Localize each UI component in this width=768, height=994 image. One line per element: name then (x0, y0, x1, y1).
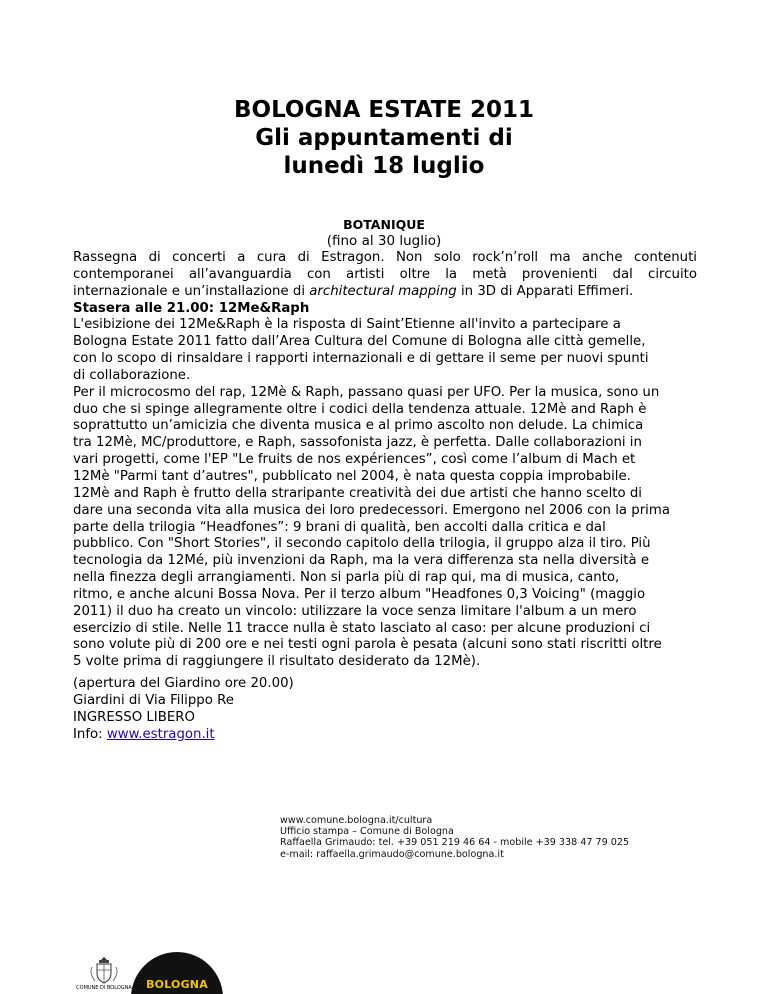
title-line-2: Gli appuntamenti di (255, 125, 513, 151)
paragraph-2-line: Per il microcosmo del rap, 12Mè & Raph, passano quasi per UFO. Per la musica, sono un (73, 384, 660, 400)
admission: INGRESSO LIBERO (73, 709, 195, 725)
press-office-footer (280, 815, 740, 860)
article-body (73, 250, 697, 671)
intro-line-1: Rassegna di concerti a cura di Estragon. Non solo rock’n’roll ma anche contenuti (73, 250, 697, 265)
paragraph-2-line: 2011) il duo ha creato un vincolo: utilizzare la voce senza limitare l'album a un mero (73, 603, 637, 619)
paragraph-2-line: esercizio di stile. Nelle 11 tracce nulla è stato lasciato al caso: per alcune produzioni ci (73, 620, 651, 636)
footer-office: Ufficio stampa – Comune di Bologna (280, 826, 454, 838)
intro-text: internazionale e un’installazione di (73, 283, 310, 299)
paragraph-2-line: duo che si spinge allegramente oltre i codici della tendenza attuale. 12Mè and Raph è (73, 401, 647, 417)
title-line-1: BOLOGNA ESTATE 2011 (233, 97, 535, 123)
paragraph-2-line: dare una seconda vita alla musica dei loro predecessori. Emergono nel 2006 con la prima (73, 502, 670, 518)
paragraph-2-line: pubblico. Con "Short Stories", il secondo capitolo della trilogia, il gruppo alza il tiro. Più (73, 536, 651, 552)
intro-line-2: contemporanei all’avanguardia con artisti oltre la metà provenienti dal circuito (73, 266, 697, 282)
opening-time: (apertura del Giardino ore 20.00) (73, 676, 294, 691)
comune-di-bologna-crest-logo (74, 955, 134, 994)
title-line-3: lunedì 18 luglio (283, 153, 485, 179)
paragraph-1-line: L'esibizione dei 12Me&Raph è la risposta di Saint’Etienne all'invito a partecipare a (73, 317, 621, 333)
document-title (0, 96, 768, 180)
paragraph-2-line: ritmo, e anche alcuni Bossa Nova. Per il terzo album "Headfones 0,3 Voicing" (maggio (73, 586, 646, 602)
intro-italic-term: architectural mapping (309, 283, 457, 299)
paragraph-2-line: sono volute più di 200 ore e nei testi ogni parola è pesata (alcuni sono stati riscritti oltre (73, 637, 662, 653)
venue: Giardini di Via Filippo Re (73, 692, 234, 708)
intro-line-3 (73, 284, 697, 301)
info-label: Info: (73, 726, 107, 742)
paragraph-1-line: Bologna Estate 2011 fatto dall’Area Cultura del Comune di Bologna alle città gemelle, (73, 334, 646, 350)
paragraph-2-line: soprattutto un’amicizia che diventa musica e al primo ascolto non delude. La chimica (73, 418, 644, 434)
section-subheading: (fino al 30 luglio) (326, 233, 442, 249)
paragraph-2-line: vari progetti, come l'EP "Le fruits de nos expériences”, così come l’album di Mach et (73, 452, 636, 468)
paragraph-2-line: nella finezza degli arrangiamenti. Non si parla più di rap qui, ma di musica, canto, (73, 570, 620, 586)
paragraph-1-line: con lo scopo di rinsaldare i rapporti internazionali e di gettare il seme per nuovi spunti (73, 351, 649, 367)
event-heading: Stasera alle 21.00: 12Me&Raph (73, 300, 310, 316)
crest-label: COMUNE DI BOLOGNA (76, 985, 132, 991)
section-heading: BOTANIQUE (343, 217, 425, 232)
paragraph-1-line: di collaborazione. (73, 367, 191, 383)
bologna-logo-word: BOLOGNA (146, 978, 208, 991)
event-info (73, 676, 697, 743)
footer-email: e-mail: raffaella.grimaudo@comune.bologna.it (280, 848, 504, 860)
info-line (73, 727, 697, 744)
paragraph-2-line: parte della trilogia “Headfones”: 9 brani di qualità, ben accolti dalla critica e dal (73, 519, 606, 535)
paragraph-2-line: tra 12Mè, MC/produttore, e Raph, sassofonista jazz, è perfetta. Dalle collaborazioni in (73, 435, 642, 451)
estragon-link[interactable]: www.estragon.it (106, 726, 215, 742)
paragraph-2-line: 5 volte prima di raggiungere il risultato desiderato da 12Mè). (73, 654, 481, 670)
footer-website: www.comune.bologna.it/cultura (280, 815, 433, 826)
paragraph-2-line: tecnologia da 12Mé, più invenzioni da Raph, ma la vera differenza sta nella diversità e (73, 553, 650, 569)
crest-icon (74, 955, 134, 985)
footer-contact: Raffaella Grimaudo: tel. +39 051 219 46 64 - mobile +39 338 47 79 025 (280, 837, 630, 849)
paragraph-2-line: 12Mè "Parmi tant d’autres", pubblicato nel 2004, è nata questa coppia improbabile. (73, 468, 631, 484)
paragraph-2-line: 12Mè and Raph è frutto della straripante creatività dei due artisti che hanno scelto di (73, 485, 642, 501)
intro-text-end: in 3D di Apparati Effimeri. (456, 283, 634, 299)
bologna-estate-logo (131, 952, 223, 994)
